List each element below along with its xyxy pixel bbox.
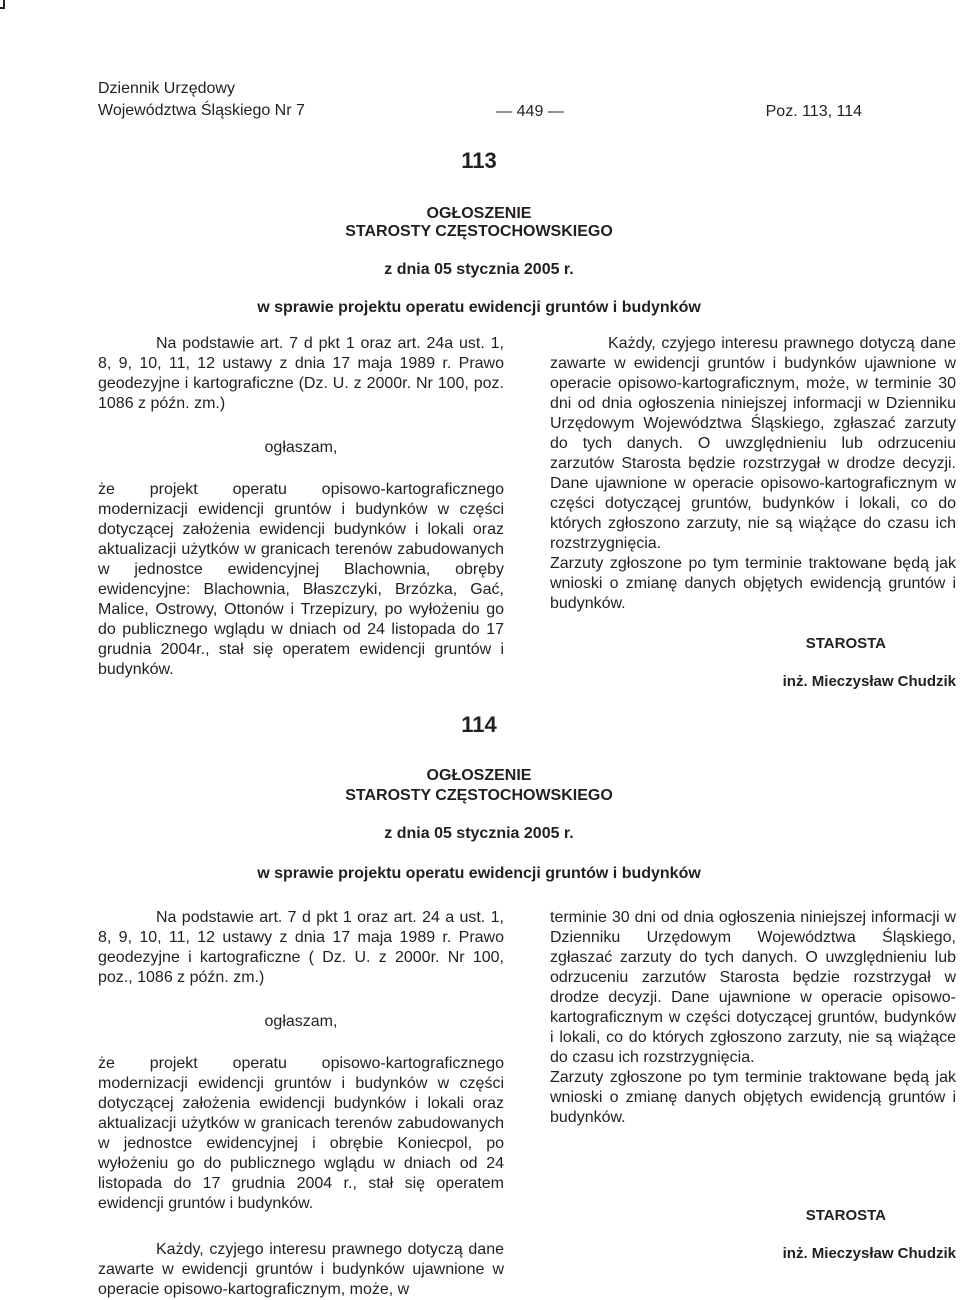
left-column [98, 334, 504, 680]
notice-date: z dnia 05 stycznia 2005 r. [384, 261, 574, 278]
journal-title [98, 78, 305, 122]
announcement-word: ogłaszam, [264, 1013, 338, 1030]
position-reference: Poz. 113, 114 [765, 103, 862, 120]
legal-basis: Na podstawie art. 7 d pkt 1 oraz art. 24a ust. 1, 8, 9, 10, 11, 12 ustawy z dnia 17 maja 1989 r. Prawo geodezyjne i kartograficzne (Dz. U. z 2000r. Nr 100, poz. 1086 z późn. zm.) [98, 335, 504, 412]
objection-info-continued: terminie 30 dni od dnia ogłoszenia niniejszej informacji w Dzienniku Urzędowym Województwa Śląskiego, zgłaszać zarzuty do tych danych. O uwzględnieniu lub odrzuceniu zarzutów Starosta będzie rozstrzygał w drodze decyzji. Dane ujawnione w operacie opisowo-kartograficznym w części dotyczącej gruntów, budynków i lokali, co do których zgłoszono zarzuty, nie są wiążące do czasu ich rozstrzygnięcia. [550, 909, 956, 1066]
journal-title-line1: Dziennik Urzędowy [98, 80, 235, 97]
right-column [550, 908, 956, 1264]
signature-title: STAROSTA [805, 1207, 886, 1224]
objection-info: Każdy, czyjego interesu prawnego dotyczą dane zawarte w ewidencji gruntów i budynków ujawnione w operacie opisowo-kartograficznym, może, w terminie 30 dni od dnia ogłoszenia niniejszej informacji w Dzienniku Urzędowym Województwa Śląskiego, zgłaszać zarzuty do tych danych. O uwzględnieniu lub odrzuceniu zarzutów Starosta będzie rozstrzygał w drodze decyzji. Dane ujawnione w operacie opisowo-kartograficznym w części dotyczącej gruntów, budynków i lokali, co do których zgłoszono zarzuty, nie są wiążące do czasu ich rozstrzygnięcia. [550, 335, 956, 552]
notice-body: że projekt operatu opisowo-kartograficznego modernizacji ewidencji gruntów i budynków w części dotyczącej założenia ewidencji budynków i lokali oraz aktualizacji użytków w granicach terenów zabudowanych w jednostce ewidencyjnej i obrębie Koniecpol, po wyłożeniu go do publicznego wglądu w dniach od 24 listopada do 17 grudnia 2004 r., stał się operatem ewidencji gruntów i budynków. [98, 1055, 504, 1212]
signature-name: inż. Mieczysław Chudzik [782, 673, 956, 690]
legal-basis: Na podstawie art. 7 d pkt 1 oraz art. 24 a ust. 1, 8, 9, 10, 11, 12 ustawy z dnia 17 maja 1989 r. Prawo geodezyjne i kartograficzne ( Dz. U. z 2000r. Nr 100, poz., 1086 z późn. zm.) [98, 909, 504, 986]
notice-body: że projekt operatu opisowo-kartograficznego modernizacji ewidencji gruntów i budynków w części dotyczącej założenia ewidencji budynków i lokali oraz aktualizacji użytków w granicach terenów zabudowanych w jednostce ewidencyjnej Blachownia, obręby ewidencyjne: Blachownia, Błaszczyki, Brzózka, Gać, Malice, Ostrowy, Ottonów i Trzepizury, po wyłożeniu go do publicznego wglądu w dniach od 24 listopada do 17 grudnia 2004r., stał się operatem ewidencji gruntów i budynków. [98, 481, 504, 678]
late-objections-info: Zarzuty zgłoszone po tym terminie traktowane będą jak wnioski o zmianę danych objętych ewidencją gruntów i budynków. [550, 1069, 956, 1126]
notice-date: z dnia 05 stycznia 2005 r. [384, 825, 574, 842]
objection-info-start: Każdy, czyjego interesu prawnego dotyczą dane zawarte w ewidencji gruntów i budynków ujawnione w operacie opisowo-kartograficznym, może, w [98, 1241, 504, 1298]
notice-number: 113 [461, 148, 497, 173]
announcement-word: ogłaszam, [264, 439, 338, 456]
notice-subject: w sprawie projektu operatu ewidencji gruntów i budynków [257, 865, 701, 882]
notice-113 [98, 146, 956, 690]
signature-title: STAROSTA [805, 635, 886, 652]
notice-title-line1: OGŁOSZENIE [426, 767, 532, 784]
notice-number: 114 [461, 712, 497, 737]
notice-title-line2: STAROSTY CZĘSTOCHOWSKIEGO [345, 223, 613, 240]
notice-title-line1: OGŁOSZENIE [426, 205, 532, 222]
left-column [98, 908, 504, 1300]
right-column [550, 334, 956, 692]
notice-114 [98, 710, 956, 1298]
journal-title-line2: Województwa Śląskiego Nr 7 [98, 102, 305, 119]
signature-name: inż. Mieczysław Chudzik [782, 1245, 956, 1262]
notice-subject: w sprawie projektu operatu ewidencji gruntów i budynków [257, 299, 701, 316]
late-objections-info: Zarzuty zgłoszone po tym terminie traktowane będą jak wnioski o zmianę danych objętych ewidencją gruntów i budynków. [550, 555, 956, 612]
page-number: — 449 — [496, 103, 564, 120]
notice-title-line2: STAROSTY CZĘSTOCHOWSKIEGO [345, 787, 613, 804]
crop-mark [0, 0, 5, 9]
